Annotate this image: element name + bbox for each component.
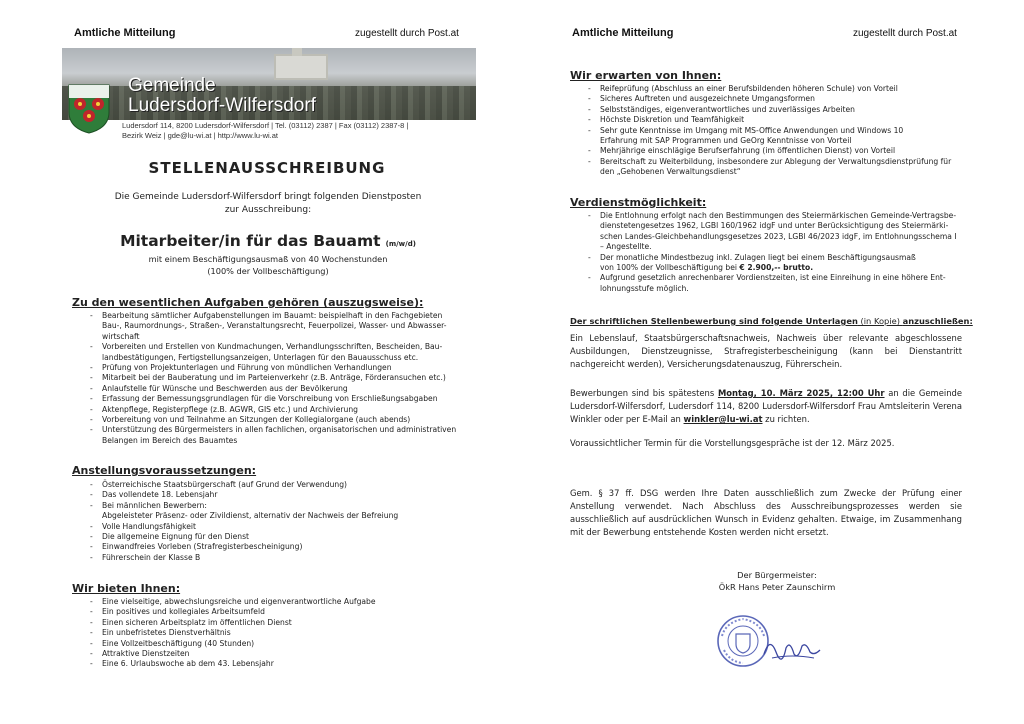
signature-icon [762,630,822,666]
banner-title-line-1: Gemeinde [128,75,216,96]
list-item: - Österreichische Staatsbürgerschaft (auf Grund der Verwendung) [74,480,466,490]
list-item: - Anlaufstelle für Wünsche und Beschwerden aus der Bevölkerung [74,384,466,394]
list-item: - Höchste Diskretion und Teamfähigkeit [572,115,966,125]
list-item: - Erfassung der Bemessungsgrundlagen für die Vorschreibung von Erschließungsabgaben [74,394,466,404]
header-official-notice: Amtliche Mitteilung [572,27,674,39]
list-item: Bau-, Raumordnungs-, Straßen-, Veranstaltungsrecht, Feuerpolizei, Wasser- und Abwasser- [102,321,447,331]
list-item: - Unterstützung des Bürgermeisters in allen fachlichen, organisatorischen und administrativen [74,425,466,435]
list-item: - Der monatliche Mindestbezug inkl. Zulagen liegt bei einem Beschäftigungsausmaß [572,253,966,263]
list-item: - Volle Handlungsfähigkeit [74,522,466,532]
list-item: - Aufgrund gesetzlich anrechenbarer Vordienstzeiten, ist eine Einreihung in eine höhere Ent- [572,273,966,283]
data-protection-notice: Gem. § 37 ff. DSG werden Ihre Daten ausschließlich zum Zwecke der Prüfung einer Anstellung verwendet. Nach Abschluss des Ausschreibungsprozesses werden sie ausschließlich auf ausdrücklichen Wunsch in Evidenz gehalten. Etwaige, im Zusammenhang mit der Bewerbung entstehende Kosten werden nicht ersetzt. [570,488,962,537]
header-delivery-note: zugestellt durch Post.at [853,28,957,39]
list-item: - Aktenpflege, Registerpflege (z.B. AGWR, GIS etc.) und Archivierung [74,405,466,415]
list-item: - Reifeprüfung (Abschluss an einer Berufsbildenden höheren Schule) von Vorteil [572,84,966,94]
pay-heading: Verdienstmöglichkeit: [570,196,707,209]
list-item: – Angestellte. [600,242,652,252]
email-link[interactable]: winkler@lu-wi.at [683,414,763,424]
list-item: - Attraktive Dienstzeiten [74,649,466,659]
list-item: - Das vollendete 18. Lebensjahr [74,490,466,500]
requirements-list [74,480,466,563]
list-item: - Ein positives und kollegiales Arbeitsumfeld [74,607,466,617]
list-item: - Bearbeitung sämtlicher Aufgabenstellungen im Bauamt: beispielhaft in den Fachgebieten [74,311,466,321]
list-item: von 100% der Vollbeschäftigung bei € 2.900,-- brutto. [600,263,814,273]
expectations-heading: Wir erwarten von Ihnen: [570,69,722,82]
pay-list [572,211,966,294]
list-item: - Sicheres Auftreten und ausgezeichnete Umgangsformen [572,94,966,104]
list-item: - Selbstständiges, eigenverantwortliches und zuverlässiges Arbeiten [572,105,966,115]
list-item: - Prüfung von Projektunterlagen und Führung von mündlichen Verhandlungen [74,363,466,373]
documents-heading: Der schriftlichen Stellenbewerbung sind folgende Unterlagen (in Kopie) anzuschließen: [570,316,973,326]
signature-block [702,569,852,593]
intro-text: Die Gemeinde Ludersdorf-Wilfersdorf bringt folgenden Dienstposten zur Ausschreibung: [114,192,422,215]
list-item: wirtschaft [102,331,140,341]
list-item: den „Gehobenen Verwaltungsdienst“ [600,167,741,177]
offers-list [74,597,466,670]
list-item: - Eine 6. Urlaubswoche ab dem 43. Lebensjahr [74,659,466,669]
requirements-heading: Anstellungsvoraussetzungen: [72,464,257,477]
coat-of-arms-icon [68,84,110,134]
list-item: - Führerschein der Klasse B [74,553,466,563]
list-item: - Einen sicheren Arbeitsplatz im öffentlichen Dienst [74,618,466,628]
list-item: - Einwandfreies Vorleben (Strafregisterbescheinigung) [74,542,466,552]
list-item: Belangen im Bereich des Bauamtes [102,435,238,445]
list-item: dienstetengesetzes 1962, LGBl 160/1962 idgF und unter Berücksichtigung des Steiermärki- [600,221,949,231]
job-title: Mitarbeiter/in für das Bauamt (m/w/d) [120,232,416,250]
application-text: Bewerbungen sind bis spätestens Montag, 10. März 2025, 12:00 Uhr an die Gemeinde Ludersdorf-Wilfersdorf, Ludersdorf 114, 8200 Ludersdorf-Wilfersdorf Frau Amtsleiterin Verena Winkler oder per E-Mail an winkler@lu-wi.at zu richten. [570,388,962,424]
list-item: - Bereitschaft zu Weiterbildung, insbesondere zur Ablegung der Verwaltungsdienstprüfung für [572,157,966,167]
list-item: Erfahrung mit SAP Programmen und GeOrg Kenntnisse von Vorteil [600,136,852,146]
header-official-notice: Amtliche Mitteilung [74,27,176,39]
municipality-name [128,76,316,116]
expectations-list [572,84,966,178]
list-item: - Vorbereiten und Erstellen von Kundmachungen, Verhandlungsschriften, Bescheiden, Bau- [74,342,466,352]
tasks-heading: Zu den wesentlichen Aufgaben gehören (auszugsweise): [72,296,424,309]
list-item: - Eine vielseitige, abwechslungsreiche und eigenverantwortliche Aufgabe [74,597,466,607]
list-item: schen Landes-Gleichbehandlungsgesetzes 2023, LGBl 46/2023 idgF, im Entlohnungsschema I [600,231,957,241]
banner-title-line-2: Ludersdorf-Wilfersdorf [128,95,316,116]
list-item: landbestätigungen, Fertigstellungsanzeigen, Unterlagen für den Bauausschuss etc. [102,352,419,362]
list-item: - Eine Vollzeitbeschäftigung (40 Stunden) [74,639,466,649]
documents-text: Ein Lebenslauf, Staatsbürgerschaftsnachweis, Nachweis über relevante abgeschlossene Ausbildungen, Dienstzeugnisse, Strafregisterbescheinigung (kann bei Dienstantritt nachgereicht werden), Versicherungsdatenauszug, Führerschein. [570,333,962,369]
list-item: - Mehrjährige einschlägige Berufserfahrung (im öffentlichen Dienst) von Vorteil [572,146,966,156]
signer-name: ÖkR Hans Peter Zaunschirm [718,582,836,592]
list-item: - Die Entlohnung erfolgt nach den Bestimmungen des Steiermärkischen Gemeinde-Vertragsbe- [572,211,966,221]
contact-address: Ludersdorf 114, 8200 Ludersdorf-Wilfersdorf | Tel. (03112) 2387 | Fax (03112) 2387-8 | Bezirk Weiz | gde@lu-wi.at | http://www.lu-wi.at [122,121,409,140]
application-deadline: Montag, 10. März 2025, 12:00 Uhr [717,388,885,398]
page-title: STELLENAUSSCHREIBUNG [148,159,386,177]
signer-role: Der Bürgermeister: [737,570,817,580]
list-item: - Die allgemeine Eignung für den Dienst [74,532,466,542]
list-item: lohnungsstufe möglich. [600,283,689,293]
list-item: - Mitarbeit bei der Bauberatung und im Parteienverkehr (z.B. Anträge, Förderansuchen etc.) [74,373,466,383]
tasks-list [74,311,466,446]
working-hours: mit einem Beschäftigungsausmaß von 40 Wochenstunden (100% der Vollbeschäftigung) [148,254,388,276]
list-item: - Vorbereitung von und Teilnahme an Sitzungen der Kollegialorgane (auch abends) [74,415,466,425]
interview-date: Voraussichtlicher Termin für die Vorstellungsgespräche ist der 12. März 2025. [570,438,895,448]
header-delivery-note: zugestellt durch Post.at [355,28,459,39]
list-item: Abgeleisteter Präsenz- oder Zivildienst, alternativ der Nachweis der Befreiung [102,511,399,521]
list-item: - Ein unbefristetes Dienstverhältnis [74,628,466,638]
list-item: - Sehr gute Kenntnisse im Umgang mit MS-Office Anwendungen und Windows 10 [572,126,966,136]
offers-heading: Wir bieten Ihnen: [72,582,181,595]
list-item: - Bei männlichen Bewerbern: [74,501,466,511]
